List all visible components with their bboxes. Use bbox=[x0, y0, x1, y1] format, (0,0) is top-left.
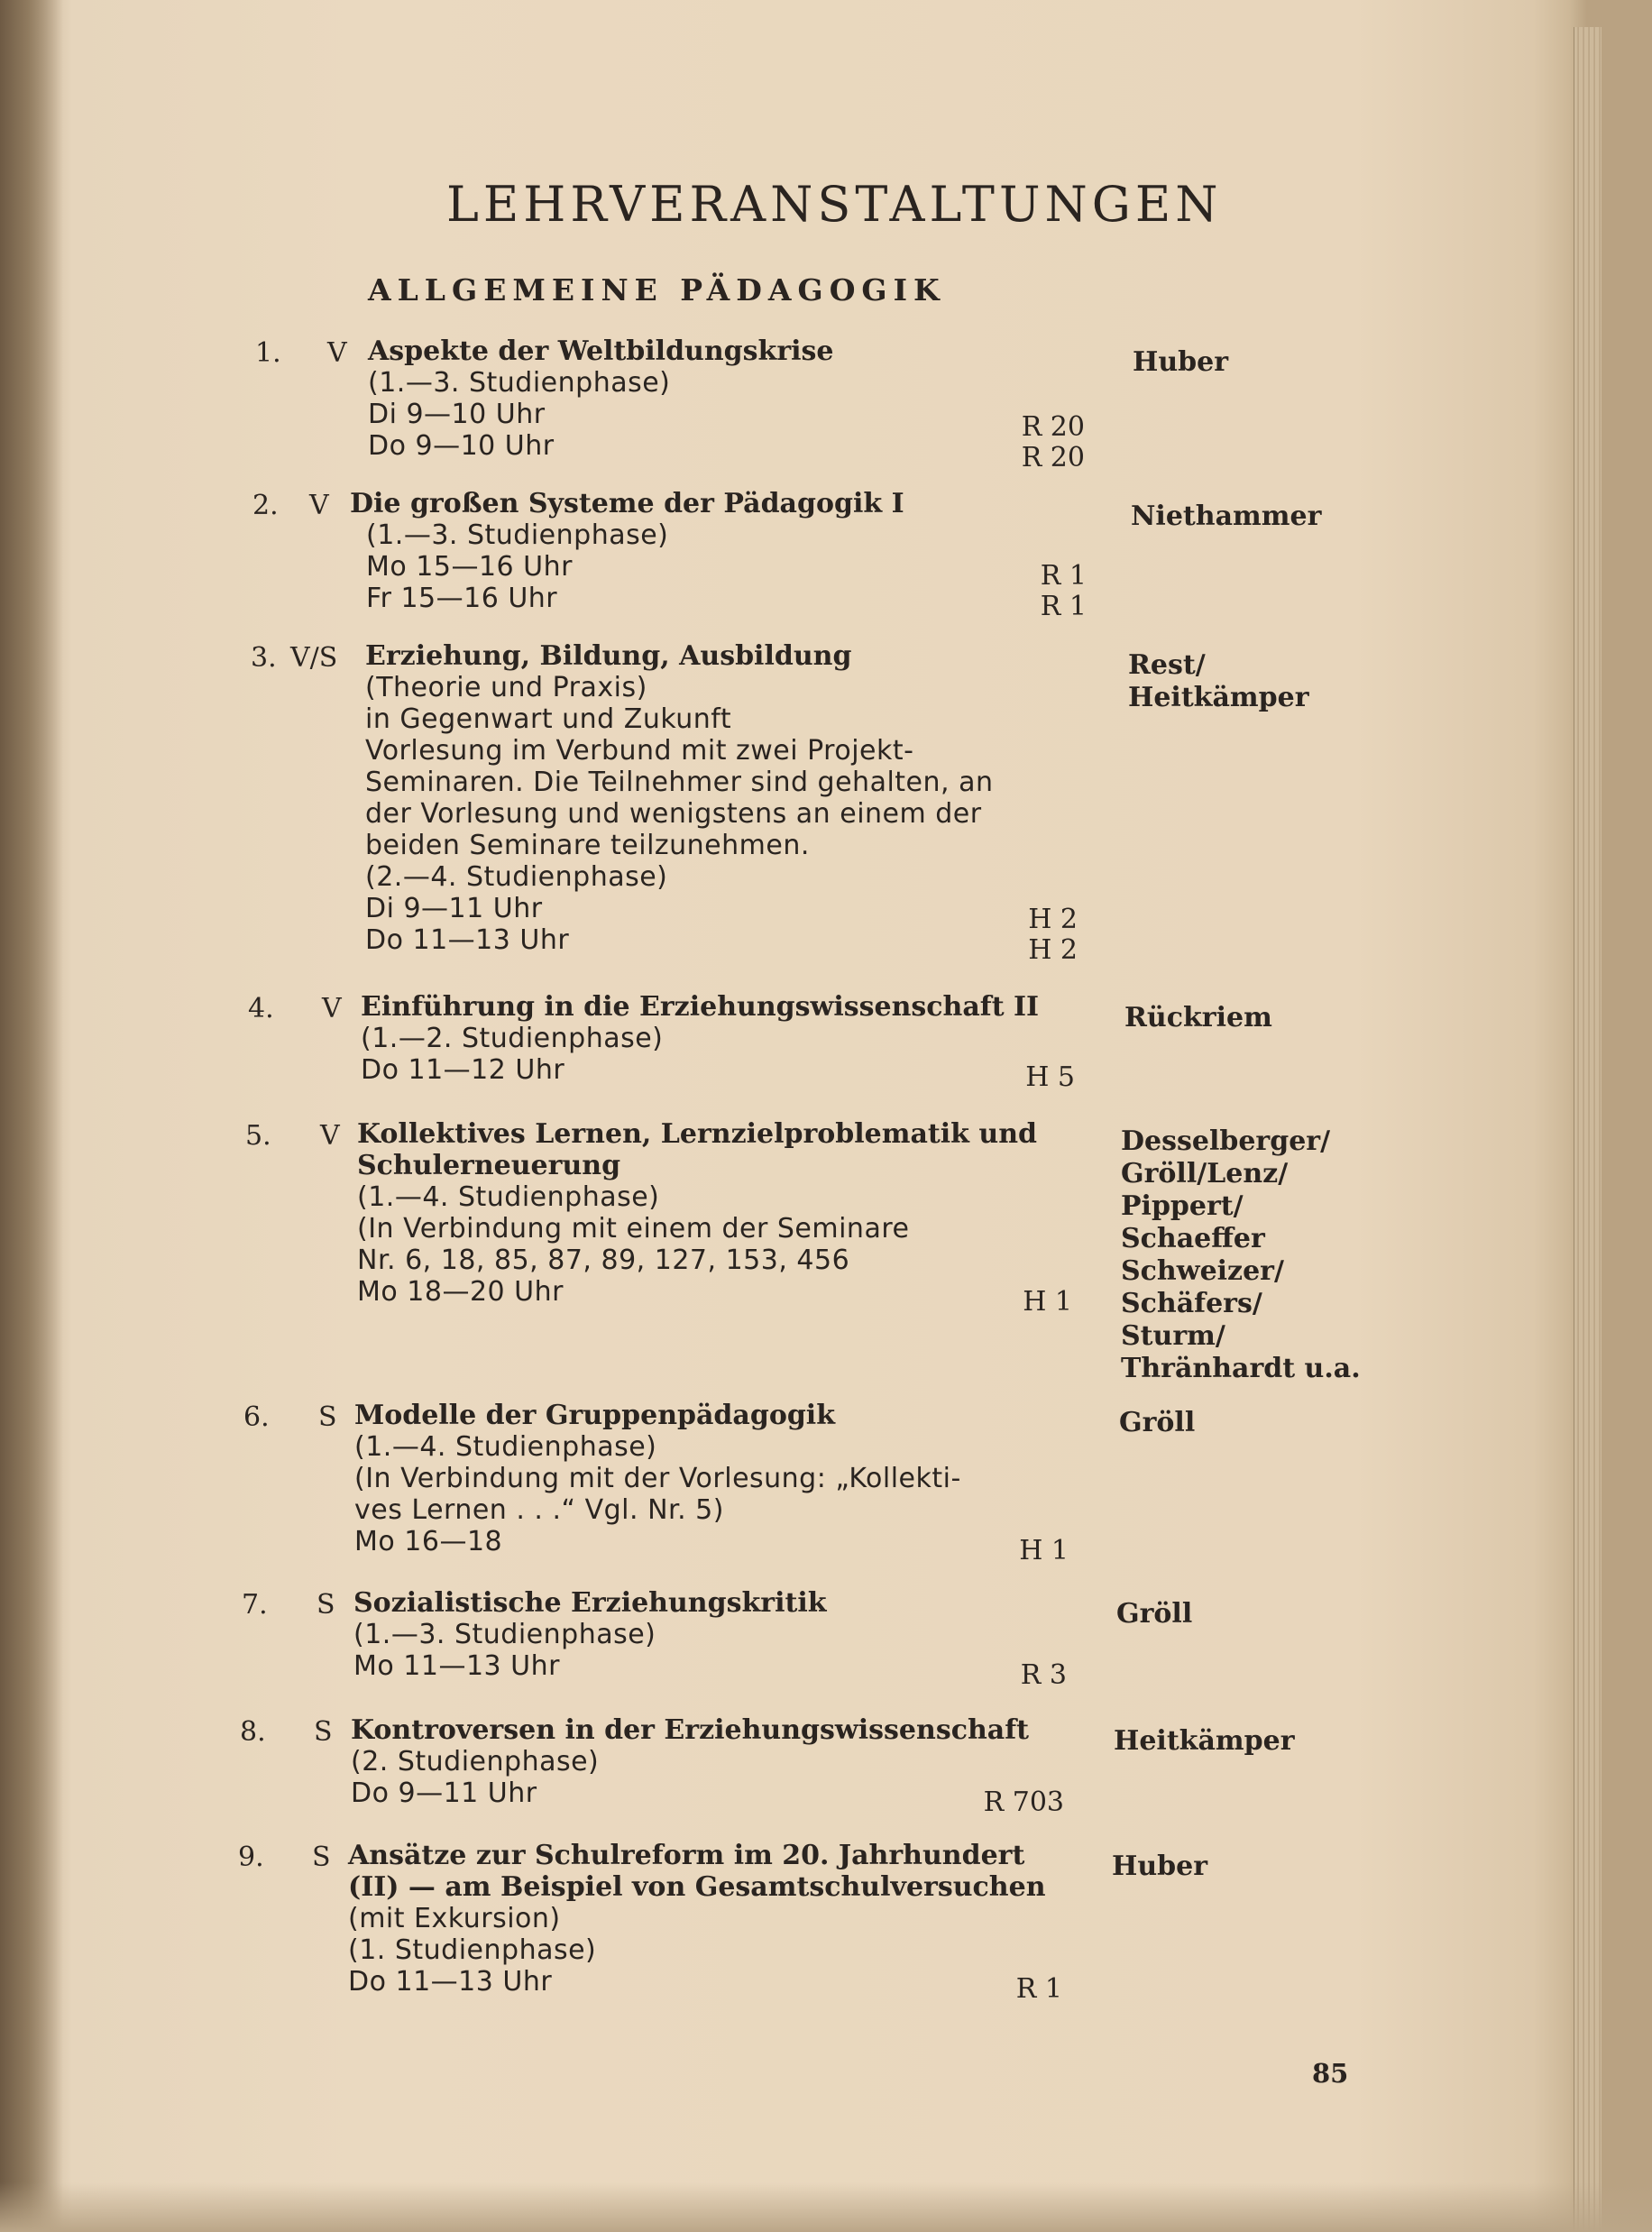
course-title: Modelle der Gruppenpädagogik bbox=[354, 1400, 835, 1431]
course-title: Kollektives Lernen, Lernzielproblematik und bbox=[357, 1118, 1038, 1150]
entry-number: 7. bbox=[242, 1589, 268, 1621]
room: H 2 bbox=[1028, 934, 1078, 966]
course-title: Kontroversen in der Erziehungswissenschaft bbox=[351, 1714, 1029, 1746]
teacher-names bbox=[1131, 501, 1321, 533]
entry-number: 3. bbox=[251, 642, 277, 674]
teacher: Rest/ bbox=[1128, 649, 1206, 681]
teacher-names bbox=[1128, 649, 1309, 714]
course-title: Sozialistische Erziehungskritik bbox=[353, 1587, 827, 1619]
course-detail: Nr. 6, 18, 85, 87, 89, 127, 153, 456 bbox=[357, 1245, 850, 1276]
course-detail: (Theorie und Praxis) bbox=[365, 672, 647, 703]
entry-body bbox=[354, 1400, 961, 1557]
course-title: Erziehung, Bildung, Ausbildung bbox=[365, 640, 852, 672]
course-title: Die großen Systeme der Pädagogik I bbox=[350, 488, 904, 519]
course-detail: ves Lernen . . .“ Vgl. Nr. 5) bbox=[354, 1494, 724, 1526]
entry-type: V bbox=[327, 337, 347, 369]
course-title: Schulerneuerung bbox=[357, 1150, 621, 1181]
course-detail: Do 11—13 Uhr bbox=[365, 924, 570, 956]
course-detail: (mit Exkursion) bbox=[348, 1903, 561, 1934]
course-detail: Di 9—11 Uhr bbox=[365, 893, 543, 924]
course-detail: (2.—4. Studienphase) bbox=[365, 861, 668, 893]
teacher: Thränhardt u.a. bbox=[1121, 1353, 1361, 1384]
teacher-names bbox=[1133, 346, 1228, 379]
page-number: 85 bbox=[1312, 2058, 1349, 2089]
entry-body bbox=[365, 640, 994, 956]
room: H 1 bbox=[1019, 1535, 1069, 1566]
entry-type: V/S bbox=[290, 642, 338, 674]
entry-number: 9. bbox=[238, 1842, 264, 1873]
entry-body bbox=[353, 1587, 827, 1682]
room: R 1 bbox=[1040, 560, 1087, 592]
teacher: Gröll/Lenz/ bbox=[1121, 1158, 1289, 1189]
teacher: Schäfers/ bbox=[1121, 1288, 1262, 1319]
teacher: Desselberger/ bbox=[1121, 1125, 1331, 1157]
course-detail: (In Verbindung mit einem der Seminare bbox=[357, 1213, 910, 1245]
room: R 1 bbox=[1015, 1973, 1062, 2005]
course-detail: Mo 11—13 Uhr bbox=[353, 1650, 560, 1682]
entry-type: V bbox=[322, 993, 342, 1024]
course-detail: Mo 16—18 bbox=[354, 1526, 503, 1557]
course-detail: (1. Studienphase) bbox=[348, 1934, 597, 1966]
teacher: Rückriem bbox=[1124, 1002, 1272, 1033]
entry-type: S bbox=[314, 1716, 333, 1748]
course-detail: (1.—3. Studienphase) bbox=[368, 367, 671, 399]
entry-body bbox=[361, 991, 1039, 1086]
course-detail: beiden Seminare teilzunehmen. bbox=[365, 830, 810, 861]
teacher: Huber bbox=[1133, 346, 1229, 378]
entry-type: S bbox=[318, 1401, 337, 1433]
room: H 1 bbox=[1023, 1286, 1072, 1318]
course-title: Ansätze zur Schulreform im 20. Jahrhundert bbox=[348, 1840, 1025, 1871]
page-heading: LEHRVERANSTALTUNGEN bbox=[446, 176, 1223, 233]
entry-number: 6. bbox=[243, 1401, 270, 1433]
room: R 20 bbox=[1021, 442, 1085, 473]
course-detail: Do 11—13 Uhr bbox=[348, 1966, 553, 1998]
course-title: Einführung in die Erziehungswissenschaft II bbox=[361, 991, 1040, 1023]
entry-body bbox=[368, 335, 834, 462]
page-bottom-shade bbox=[0, 2182, 1652, 2232]
course-detail: Do 9—10 Uhr bbox=[368, 430, 555, 462]
teacher: Pippert/ bbox=[1121, 1190, 1244, 1222]
course-detail: (2. Studienphase) bbox=[351, 1746, 600, 1777]
room: H 2 bbox=[1028, 904, 1078, 935]
teacher: Schweizer/ bbox=[1121, 1255, 1284, 1287]
entry-number: 1. bbox=[255, 337, 281, 369]
teacher: Sturm/ bbox=[1121, 1320, 1225, 1352]
entry-number: 4. bbox=[248, 993, 274, 1024]
course-detail: in Gegenwart und Zukunft bbox=[365, 703, 732, 735]
teacher-names bbox=[1112, 1851, 1207, 1883]
course-detail: (In Verbindung mit der Vorlesung: „Kollekti- bbox=[354, 1463, 961, 1494]
section-heading: ALLGEMEINE PÄDAGOGIK bbox=[368, 272, 946, 308]
course-detail: Do 9—11 Uhr bbox=[351, 1777, 537, 1809]
course-detail: Fr 15—16 Uhr bbox=[366, 583, 558, 614]
teacher: Huber bbox=[1112, 1851, 1208, 1882]
entry-body bbox=[357, 1118, 1037, 1308]
teacher: Heitkämper bbox=[1114, 1725, 1295, 1757]
page-edge-stack bbox=[1574, 27, 1602, 2232]
course-detail: (1.—2. Studienphase) bbox=[361, 1023, 664, 1054]
course-detail: Mo 15—16 Uhr bbox=[366, 551, 573, 583]
teacher: Gröll bbox=[1119, 1407, 1196, 1438]
entry-body bbox=[351, 1714, 1029, 1809]
teacher-names bbox=[1114, 1725, 1295, 1758]
course-detail: Seminaren. Die Teilnehmer sind gehalten, an bbox=[365, 767, 994, 798]
book-gutter-shadow bbox=[0, 0, 63, 2232]
room: R 1 bbox=[1040, 591, 1087, 622]
course-detail: der Vorlesung und wenigstens an einem der bbox=[365, 798, 982, 830]
course-detail: (1.—3. Studienphase) bbox=[366, 519, 669, 551]
teacher: Heitkämper bbox=[1128, 682, 1309, 713]
course-title: Aspekte der Weltbildungskrise bbox=[368, 335, 834, 367]
course-detail: Di 9—10 Uhr bbox=[368, 399, 546, 430]
teacher-names bbox=[1119, 1407, 1195, 1439]
room: R 3 bbox=[1020, 1659, 1067, 1691]
room: H 5 bbox=[1025, 1061, 1075, 1093]
entry-number: 5. bbox=[245, 1120, 271, 1152]
course-detail: Mo 18—20 Uhr bbox=[357, 1276, 564, 1308]
teacher-names bbox=[1124, 1002, 1272, 1034]
course-title: (II) — am Beispiel von Gesamtschulversuchen bbox=[348, 1871, 1046, 1903]
entry-type: V bbox=[320, 1120, 340, 1152]
entry-type: S bbox=[317, 1589, 335, 1621]
course-detail: Do 11—12 Uhr bbox=[361, 1054, 565, 1086]
teacher: Niethammer bbox=[1131, 501, 1322, 532]
entry-type: S bbox=[312, 1842, 331, 1873]
room: R 20 bbox=[1021, 411, 1085, 443]
entry-body bbox=[350, 488, 904, 614]
entry-number: 2. bbox=[252, 490, 279, 521]
course-detail: (1.—4. Studienphase) bbox=[354, 1431, 657, 1463]
course-detail: (1.—4. Studienphase) bbox=[357, 1181, 660, 1213]
teacher: Schaeffer bbox=[1121, 1223, 1265, 1254]
teacher: Gröll bbox=[1116, 1598, 1193, 1630]
teacher-names bbox=[1116, 1598, 1192, 1630]
teacher-names bbox=[1121, 1125, 1361, 1385]
course-detail: (1.—3. Studienphase) bbox=[353, 1619, 656, 1650]
room: R 703 bbox=[983, 1787, 1064, 1818]
entry-type: V bbox=[309, 490, 329, 521]
course-detail: Vorlesung im Verbund mit zwei Projekt- bbox=[365, 735, 914, 767]
entry-number: 8. bbox=[240, 1716, 266, 1748]
